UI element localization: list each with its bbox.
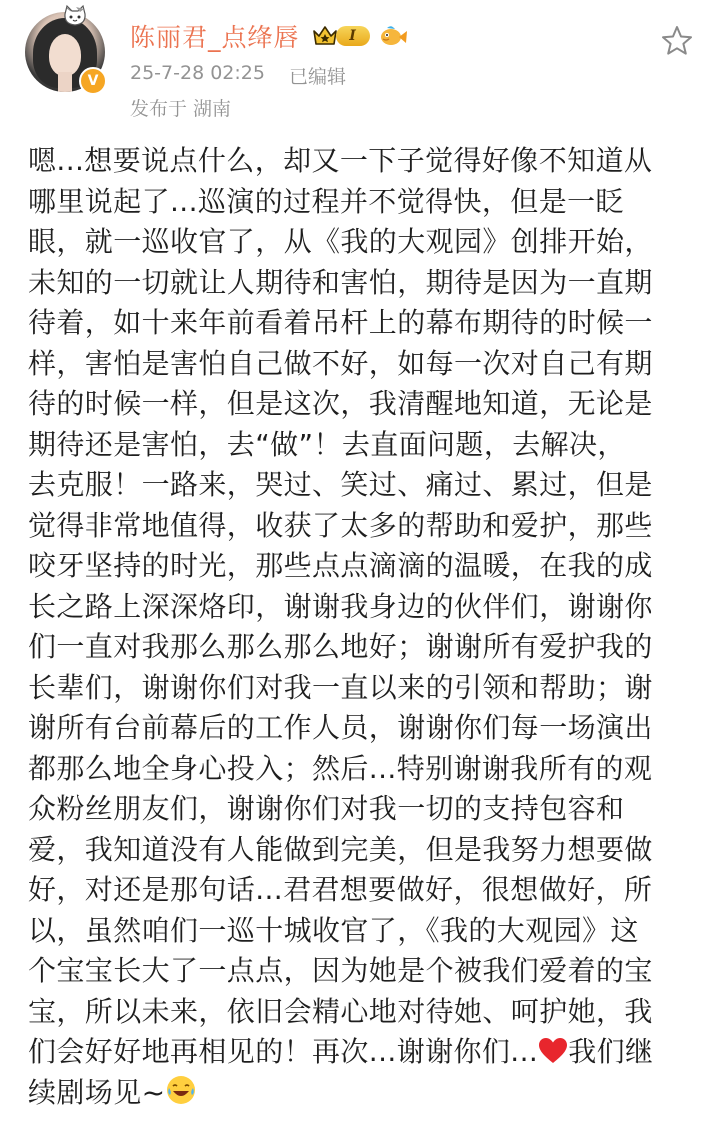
body-line: 去克服！一路来，哭过、笑过、痛过、累过，但是 bbox=[28, 468, 653, 501]
body-line: 觉得非常地值得，收获了太多的帮助和爱护，那些 bbox=[28, 508, 653, 542]
body-line: 长之路上深深烙印，谢谢我身边的伙伴们，谢谢你 bbox=[28, 589, 653, 623]
body-line: 咬牙坚持的时光，那些点点滴滴的温暖，在我的成 bbox=[28, 549, 653, 582]
verified-v-icon: V bbox=[79, 67, 107, 95]
body-line: 哪里说起了...巡演的过程并不觉得快，但是一眨 bbox=[28, 184, 624, 218]
post-header bbox=[0, 0, 719, 140]
post-location: 发布于 湖南 bbox=[130, 98, 232, 120]
body-line: 待着，如十来年前看着吊杆上的幕布期待的时候一 bbox=[28, 306, 653, 339]
body-line: 们一直对我那么那么那么地好；谢谢所有爱护我的 bbox=[28, 630, 653, 663]
avatar-face bbox=[49, 34, 81, 76]
avatar-neck bbox=[58, 72, 72, 92]
laugh-tears-icon bbox=[165, 1074, 197, 1106]
vip-badge[interactable] bbox=[312, 23, 370, 49]
edited-label[interactable]: 已编辑 bbox=[288, 66, 346, 88]
body-line: 以，虽然咱们一巡十城收官了，《我的大观园》这 bbox=[28, 913, 639, 947]
body-line: 众粉丝朋友们，谢谢你们对我一切的支持包容和 bbox=[28, 792, 625, 825]
body-line-with-heart bbox=[28, 1032, 696, 1073]
body-line: 个宝宝长大了一点点，因为她是个被我们爱着的宝 bbox=[28, 954, 653, 987]
post-body bbox=[28, 141, 696, 1113]
heart-icon bbox=[538, 1037, 568, 1065]
vip-level-label: I bbox=[336, 26, 370, 46]
body-line: 眼，就一巡收官了，从《我的大观园》创排开始， bbox=[28, 225, 653, 258]
body-text: 们会好好地再相见的！再次...谢谢你们... bbox=[28, 1035, 539, 1068]
body-line: 未知的一切就让人期待和害怕，期待是因为一直期 bbox=[28, 265, 653, 299]
body-line: 爱，我知道没有人能做到完美，但是我努力想要做 bbox=[28, 832, 653, 866]
body-text: 续剧场见~ bbox=[28, 1075, 166, 1109]
username-row bbox=[130, 18, 408, 54]
body-line: 谢所有台前幕后的工作人员，谢谢你们每一场演出 bbox=[28, 711, 653, 744]
body-line: 待的时候一样，但是这次，我清醒地知道，无论是 bbox=[28, 387, 653, 420]
post-timestamp: 25-7-28 02:25 bbox=[130, 62, 265, 84]
body-text: 我们继 bbox=[568, 1035, 654, 1068]
body-line: 期待还是害怕，去“做”！去直面问题，去解决， bbox=[28, 427, 626, 461]
post-meta bbox=[130, 62, 346, 89]
cat-avatar-decoration-icon bbox=[62, 4, 88, 28]
body-line: 都那么地全身心投入；然后...特别谢谢我所有的观 bbox=[28, 751, 653, 785]
fish-icon[interactable] bbox=[378, 23, 408, 49]
crown-vip-icon bbox=[312, 23, 338, 49]
body-line: 嗯...想要说点什么，却又一下子觉得好像不知道从 bbox=[28, 144, 653, 177]
body-line: 长辈们，谢谢你们对我一直以来的引领和帮助；谢 bbox=[28, 670, 653, 704]
star-outline-icon[interactable] bbox=[660, 24, 694, 58]
body-line: 好，对还是那句话...君君想要做好，很想做好，所 bbox=[28, 873, 653, 906]
body-line-with-emoji bbox=[28, 1073, 696, 1114]
body-line: 宝，所以未来，依旧会精心地对待她、呵护她，我 bbox=[28, 994, 653, 1028]
username[interactable]: 陈丽君_点绛唇 bbox=[130, 23, 300, 52]
body-line: 样，害怕是害怕自己做不好，如每一次对自己有期 bbox=[28, 346, 653, 380]
